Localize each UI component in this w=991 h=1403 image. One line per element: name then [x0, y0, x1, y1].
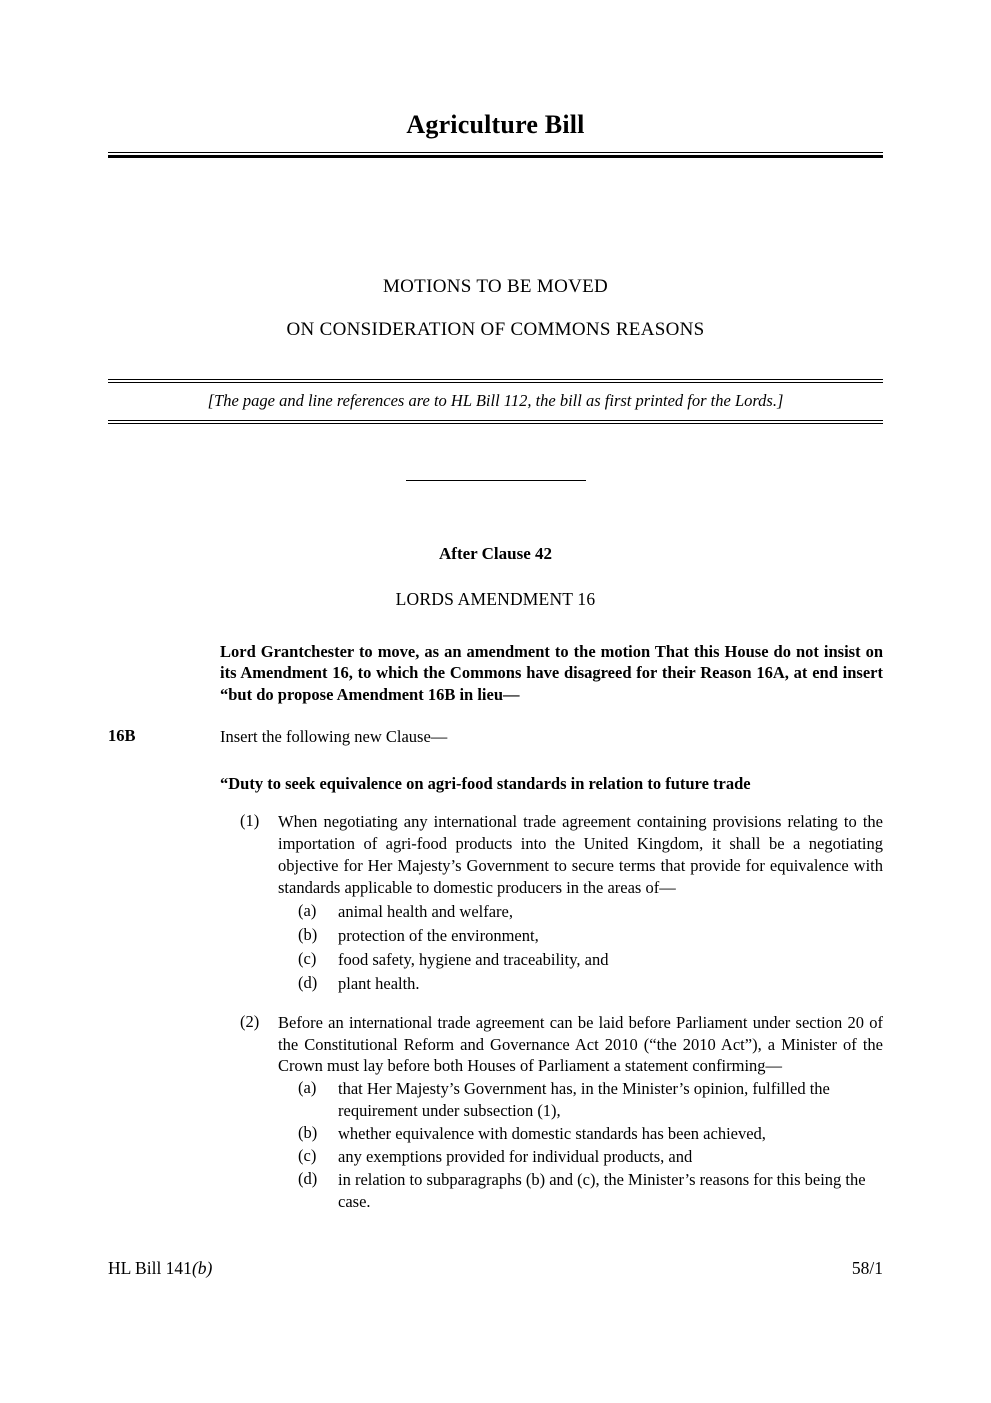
paragraph-letter: (a) [298, 900, 317, 920]
amendment-instruction-row [108, 726, 883, 748]
paragraph-item [108, 1146, 883, 1168]
amendment-instruction: Insert the following new Clause— [220, 726, 448, 746]
motions-heading-line-1: MOTIONS TO BE MOVED [382, 275, 609, 297]
amendment-number: 16B [108, 725, 136, 745]
reference-note-inner [108, 382, 883, 421]
page-footer [108, 1258, 883, 1279]
paragraph-item [108, 949, 883, 971]
page-number: 58/1 [851, 1258, 883, 1278]
paragraph-item [108, 973, 883, 995]
bill-reference-main: HL Bill 141 [108, 1258, 192, 1278]
paragraph-letter: (a) [298, 1078, 317, 1098]
lords-amendment-label: LORDS AMENDMENT 16 [395, 588, 596, 609]
reference-note-text: [The page and line references are to HL Bill 112, the bill as first printed for the Lords.] [207, 390, 784, 410]
title-double-rule [108, 152, 883, 156]
paragraph-letter: (c) [298, 948, 317, 968]
clause-heading: After Clause 42 [439, 543, 552, 563]
subsection-text: Before an international trade agreement can be laid before Parliament under section 20 of the Constitutional Reform and Governance Act 2010 (“the 2010 Act”), a Minister of the Crown must lay before both Houses of Parliament a statement confirming— [278, 1012, 883, 1076]
paragraph-text: protection of the environment, [338, 925, 539, 945]
subsection-number: (1) [240, 811, 260, 831]
paragraph-item [108, 1169, 883, 1213]
motions-heading-line-2: ON CONSIDERATION OF COMMONS REASONS [286, 318, 705, 340]
paragraph-text: in relation to subparagraphs (b) and (c), the Minister’s reasons for this being the case. [338, 1170, 866, 1212]
paragraph-item [108, 1123, 883, 1145]
paragraph-letter: (b) [298, 924, 318, 944]
paragraph-text: whether equivalence with domestic standards has been achieved, [338, 1124, 766, 1144]
subsection [108, 1012, 883, 1078]
paragraph-item [108, 1078, 883, 1122]
paragraph-list [108, 1078, 883, 1213]
paragraph-item [108, 901, 883, 923]
paragraph-text: plant health. [338, 973, 420, 993]
subsection [108, 811, 883, 899]
paragraph-letter: (d) [298, 972, 318, 992]
new-clause-title: “Duty to seek equivalence on agri-food standards in relation to future trade [220, 773, 751, 793]
paragraph-item [108, 925, 883, 947]
paragraph-letter: (d) [298, 1169, 318, 1189]
bill-reference-suffix: (b) [191, 1258, 213, 1278]
reference-note-box [108, 379, 883, 424]
paragraph-text: any exemptions provided for individual products, and [338, 1147, 693, 1167]
motion-row [108, 641, 883, 706]
motion-text: Lord Grantchester to move, as an amendment to the motion That this House do not insist on its Amendment 16, to which the Commons have disagreed for their Reason 16A, at end insert “but do propose Amendment 16B in lieu— [220, 641, 883, 705]
section-separator-rule [406, 480, 586, 481]
bill-reference [108, 1258, 212, 1279]
paragraph-letter: (c) [298, 1146, 317, 1166]
motions-heading-block [108, 277, 883, 339]
paragraph-text: food safety, hygiene and traceability, and [338, 949, 609, 969]
subsection-number: (2) [240, 1011, 260, 1031]
page-title: Agriculture Bill [406, 110, 585, 139]
paragraph-text: that Her Majesty’s Government has, in the Minister’s opinion, fulfilled the requirement under subsection (1), [338, 1079, 830, 1121]
paragraph-text: animal health and welfare, [338, 901, 513, 921]
document-page [108, 0, 883, 1403]
paragraph-letter: (b) [298, 1123, 318, 1143]
paragraph-list [108, 901, 883, 995]
subsection-text: When negotiating any international trade agreement containing provisions relating to the importation of agri-food products into the United Kingdom, it shall be a negotiating objective for Her Majesty’s Government to secure terms that provide for equivalence with standards applicable to domestic producers in the areas of— [278, 812, 883, 897]
